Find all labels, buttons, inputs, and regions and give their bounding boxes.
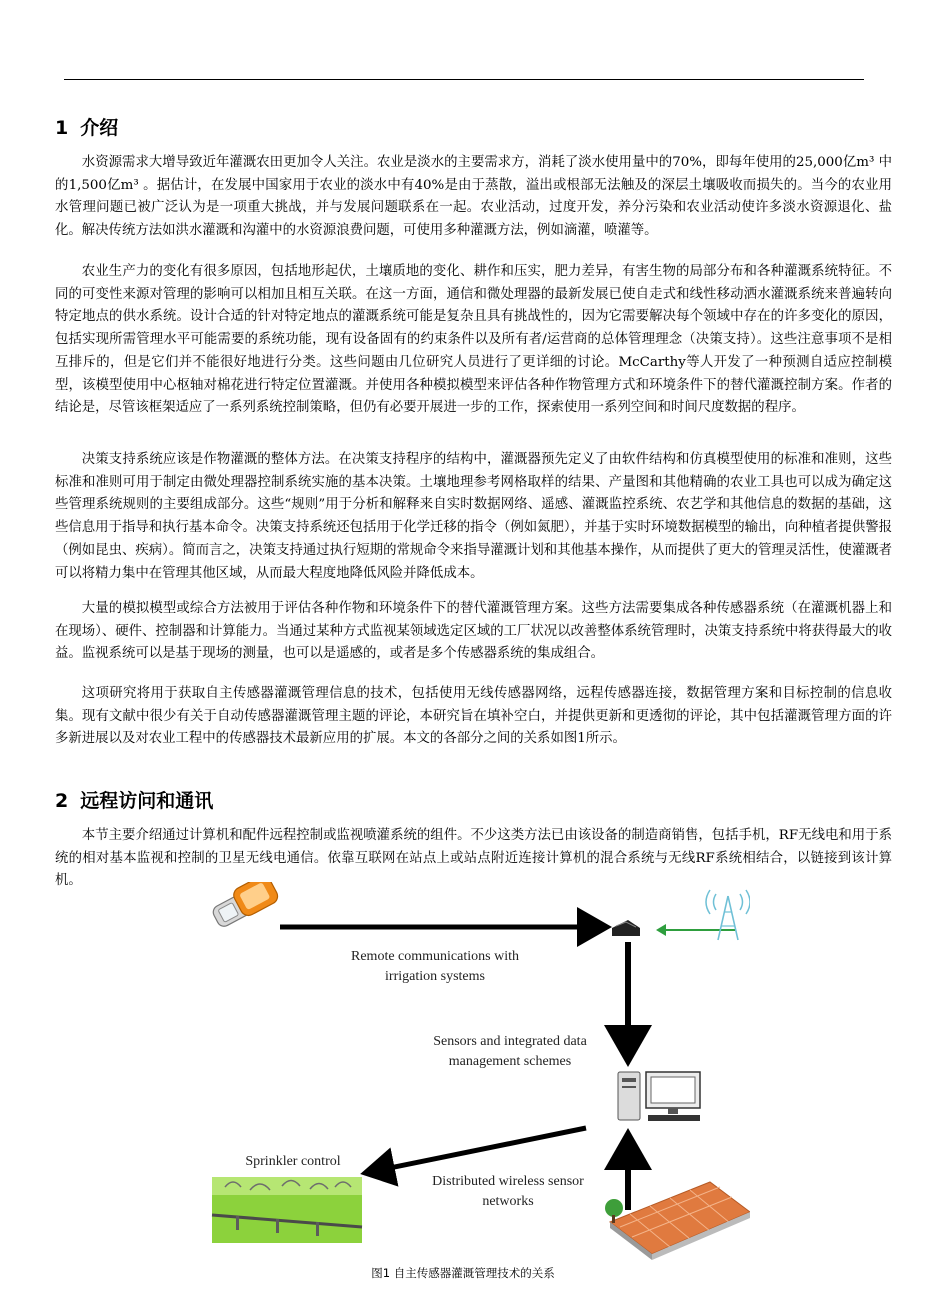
paragraph: 这项研究将用于获取自主传感器灌溉管理信息的技术，包括使用无线传感器网络，远程传感器连接，数据管理方案和目标控制的信息收集。现有文献中很少有关于自动传感器灌溉管理主题的评论，本研究旨在填补空白，并提供更新和更透彻的评论，其中包括灌溉管理方面的许多新进展以及对农业工程中的传感器技术最新应用的扩展。本文的各部分之间的关系如图1所示。 (55, 686, 892, 747)
cellphone-icon (208, 882, 280, 930)
label-line: management schemes (448, 1054, 572, 1069)
radio-tower-icon (706, 890, 750, 940)
label-line: irrigation systems (385, 969, 485, 984)
arrow-to-sprinkler (370, 1128, 586, 1172)
paragraph: 本节主要介绍通过计算机和配件远程控制或监视喷灌系统的组件。不少这类方法已由该设备的制造商销售，包括手机，RF无线电和用于系统的相对基本监视和控制的卫星无线电通信。依靠互联网在站点上或站点附近连接计算机的混合系统与无线RF系统相结合，以链接到该计算机。 (55, 828, 892, 889)
label-wireless-sensor-networks (408, 1172, 608, 1212)
computer-icon (618, 1072, 700, 1121)
paragraph: 农业生产力的变化有很多原因，包括地形起伏，土壤质地的变化、耕作和压实，肥力差异，有害生物的局部分布和各种灌溉系统特征。不同的可变性来源对管理的影响可以相加且相互关联。在这一方面，通信和微处理器的最新发展已使自走式和线性移动洒水灌溉系统来普遍转向特定地点的供水系统。设计合适的针对特定地点的灌溉系统可能是复杂且具有挑战性的，因为它需要解决每个领域中存在的许多变化的原因，包括实现所需管理水平可能需要的系统功能，现有设备固有的约束条件以及所有者/运营商的总体管理理念（决策支持）。这些注意事项不是相互排斥的，但是它们并不能很好地进行分类。这些问题由几位研究人员进行了更详细的讨论。McCarthy等人开发了一种预测自适应控制模型，该模型使用中心枢轴对棉花进行特定位置灌溉。并使用各种模拟模型来评估各种作物管理方式和环境条件下的替代灌溉控制方案。作者的结论是，尽管该框架适应了一系列系统控制策略，但仍有必要开展进一步的工作，探索使用一系列空间和时间尺度数据的程序。 (55, 264, 892, 416)
paragraph: 大量的模拟模型或综合方法被用于评估各种作物和环境条件下的替代灌溉管理方案。这些方法需要集成各种传感器系统（在灌溉机器上和在现场）、硬件、控制器和计算能力。当通过某种方式监视某领域选定区域的工厂状况以改善整体系统管理时，决策支持系统中将获得最大的收益。监视系统可以是基于现场的测量，也可以是遥感的，或者是多个传感器系统的集成组合。 (55, 601, 892, 662)
section-2-heading (55, 789, 213, 813)
paragraph: 决策支持系统应该是作物灌溉的整体方法。在决策支持程序的结构中，灌溉器预先定义了由软件结构和仿真模型使用的标准和准则，这些标准和准则可用于制定由微处理器控制系统实施的基本决策。土壤地理参考网格取样的结果、产量图和其他精确的农业工具也可以成为确定这些管理系统规则的主要组成部分。这些“规则”用于分析和解释来自实时数据网络、遥感、灌溉监控系统、农艺学和其他信息的数据的基础，这些信息用于指导和执行基本命令。决策支持系统还包括用于化学迁移的指令（例如氮肥），并基于实时环境数据模型的输出，向种植者提供警报（例如昆虫、疾病）。简而言之，决策支持通过执行短期的常规命令来指导灌溉计划和其他基本操作，从而提供了更大的管理灵活性，使灌溉者可以将精力集中在管理其他区域，从而最大程度地降低风险并降低成本。 (55, 452, 892, 581)
label-line: Sprinkler control (245, 1154, 341, 1169)
paragraph: 水资源需求大增导致近年灌溉农田更加令人关注。农业是淡水的主要需求方，消耗了淡水使用量中的70%，即每年使用的25,000亿m³ 中的1,500亿m³ 。据估计，在发展中国家用于农业的淡水中有40%是由于蒸散，溢出或根部无法触及的深层土壤吸收而损失的。当今的农业用水管理问题已被广泛认为是一项重大挑战，并与发展问题联系在一起。农业活动，过度开发，养分污染和农业活动使许多淡水资源退化、盐化。解决传统方法如洪水灌溉和沟灌中的水资源浪费问题，可使用多种灌溉方法，例如滴灌，喷灌等。 (55, 155, 892, 239)
label-remote-communications (330, 947, 540, 987)
section-1-heading (55, 116, 118, 140)
sprinkler-field-image (212, 1177, 362, 1243)
label-line: Sensors and integrated data (433, 1034, 587, 1049)
label-line: networks (482, 1194, 534, 1209)
section-title: 介绍 (80, 117, 119, 139)
label-sensors-data-management (405, 1032, 615, 1072)
figure-caption: 图1 自主传感器灌溉管理技术的关系 (371, 1266, 555, 1280)
section-number: 2 (55, 790, 69, 812)
label-line: Remote communications with (351, 949, 519, 964)
section-number: 1 (55, 117, 69, 139)
section-title: 远程访问和通讯 (80, 790, 214, 812)
label-sprinkler-control (218, 1152, 368, 1172)
modem-icon (612, 920, 640, 936)
top-rule (64, 79, 864, 80)
label-line: Distributed wireless sensor (432, 1174, 584, 1189)
figure-1 (190, 882, 750, 1260)
